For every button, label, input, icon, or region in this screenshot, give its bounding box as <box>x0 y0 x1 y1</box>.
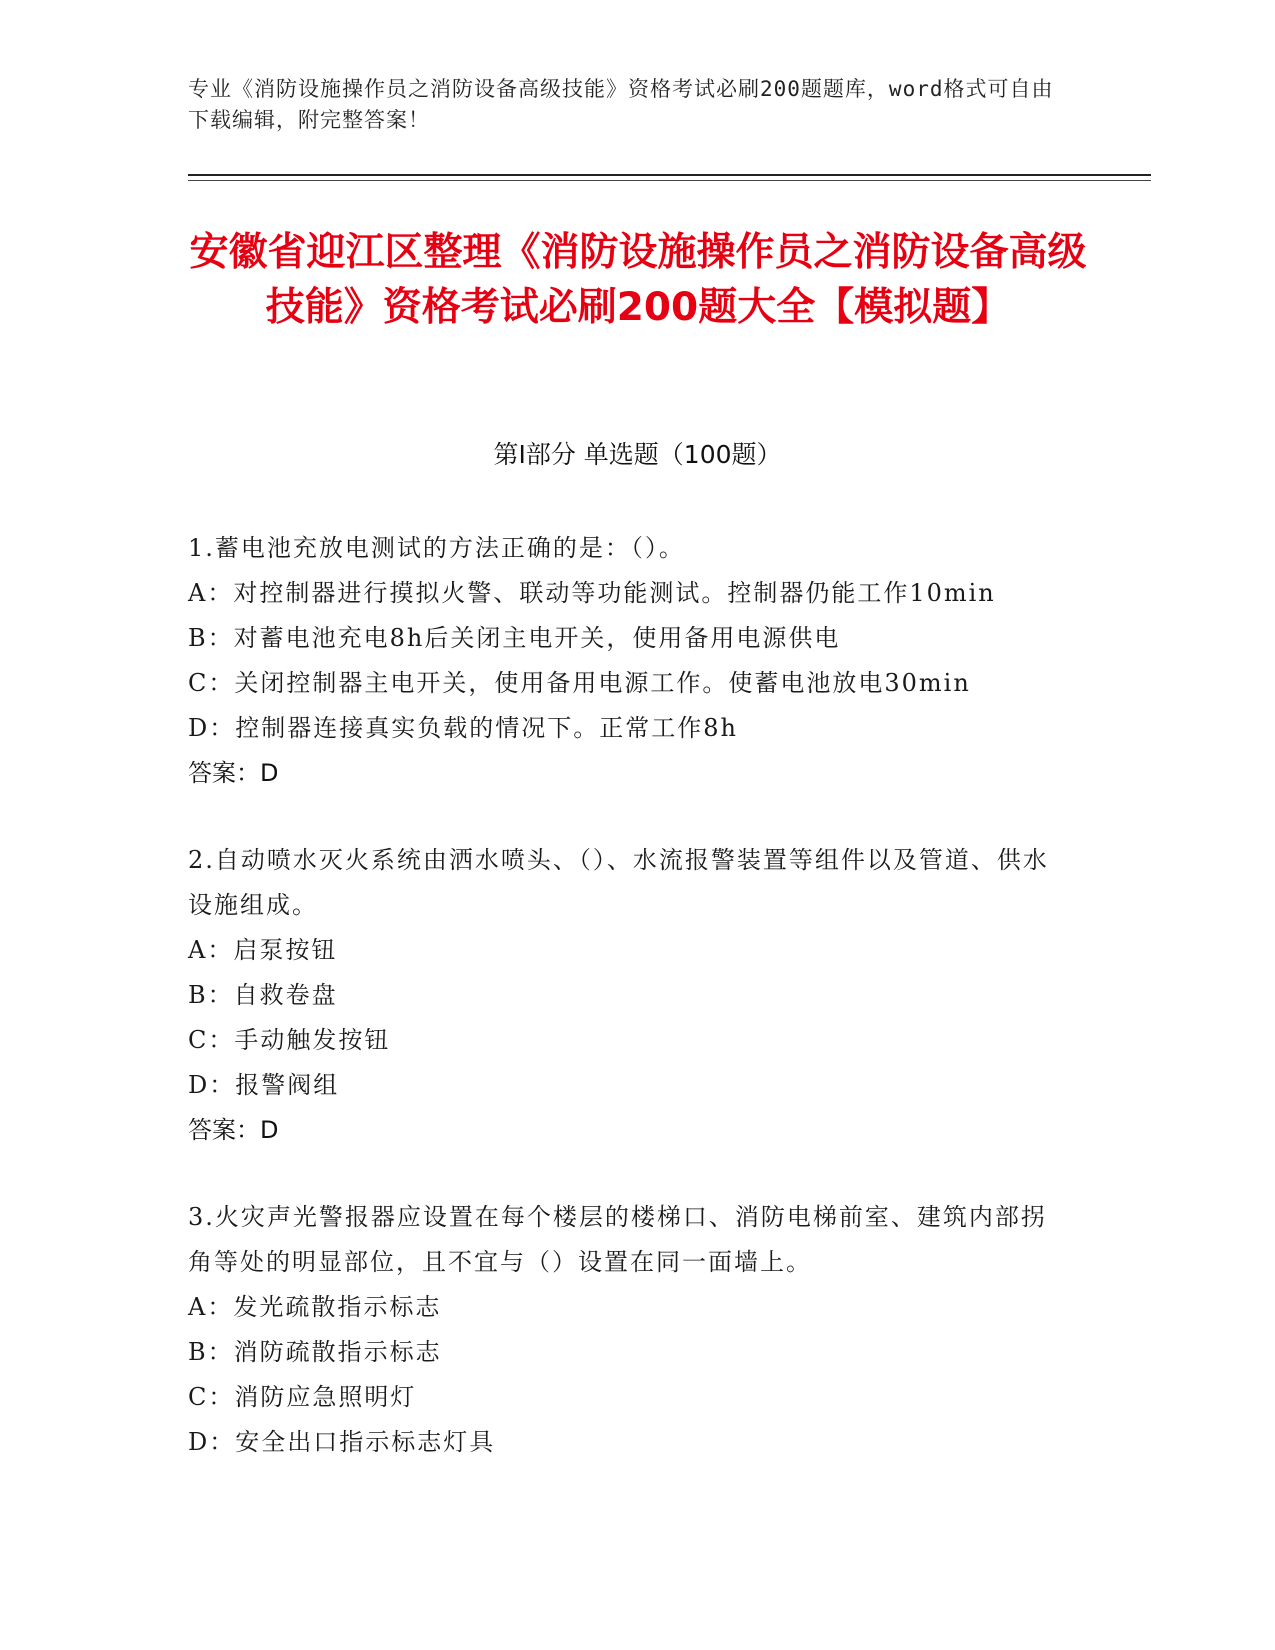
document-title: 安徽省迎江区整理《消防设施操作员之消防设备高级技能》资格考试必刷200题大全【模拟题】 <box>189 230 1087 330</box>
question-item <box>188 1195 1068 1465</box>
question-item <box>188 526 1068 796</box>
option-a: A：启泵按钮 <box>188 936 338 964</box>
option-a: A：对控制器进行摸拟火警、联动等功能测试。控制器仍能工作10min <box>188 579 996 607</box>
header-rule-thick <box>188 174 1151 176</box>
option-c: C：关闭控制器主电开关，使用备用电源工作。使蓄电池放电30min <box>188 669 971 697</box>
question-stem: 1.蓄电池充放电测试的方法正确的是：（）。 <box>188 534 685 562</box>
question-list <box>188 526 1068 1507</box>
header-note: 专业《消防设施操作员之消防设备高级技能》资格考试必刷200题题库，word格式可自由下载编辑，附完整答案！ <box>188 77 1054 132</box>
header-rule-thin <box>188 180 1151 181</box>
option-d: D：安全出口指示标志灯具 <box>188 1428 496 1456</box>
option-a: A：发光疏散指示标志 <box>188 1293 442 1321</box>
option-b: B：消防疏散指示标志 <box>188 1338 442 1366</box>
option-b: B：对蓄电池充电8h后关闭主电开关，使用备用电源供电 <box>188 624 841 652</box>
question-stem: 2.自动喷水灭火系统由洒水喷头、（）、水流报警装置等组件以及管道、供水设施组成。 <box>188 846 1049 919</box>
option-c: C：手动触发按钮 <box>188 1026 391 1054</box>
option-d: D：控制器连接真实负载的情况下。正常工作8h <box>188 714 738 742</box>
option-b: B：自救卷盘 <box>188 981 338 1009</box>
option-c: C：消防应急照明灯 <box>188 1383 417 1411</box>
answer-line: 答案：D <box>188 759 279 787</box>
section-heading: 第I部分 单选题（100题） <box>493 440 782 469</box>
question-stem: 3.火灾声光警报器应设置在每个楼层的楼梯口、消防电梯前室、建筑内部拐角等处的明显部位，且不宜与（）设置在同一面墙上。 <box>188 1203 1047 1276</box>
question-item <box>188 838 1068 1153</box>
option-d: D：报警阀组 <box>188 1071 340 1099</box>
answer-line: 答案：D <box>188 1116 279 1144</box>
